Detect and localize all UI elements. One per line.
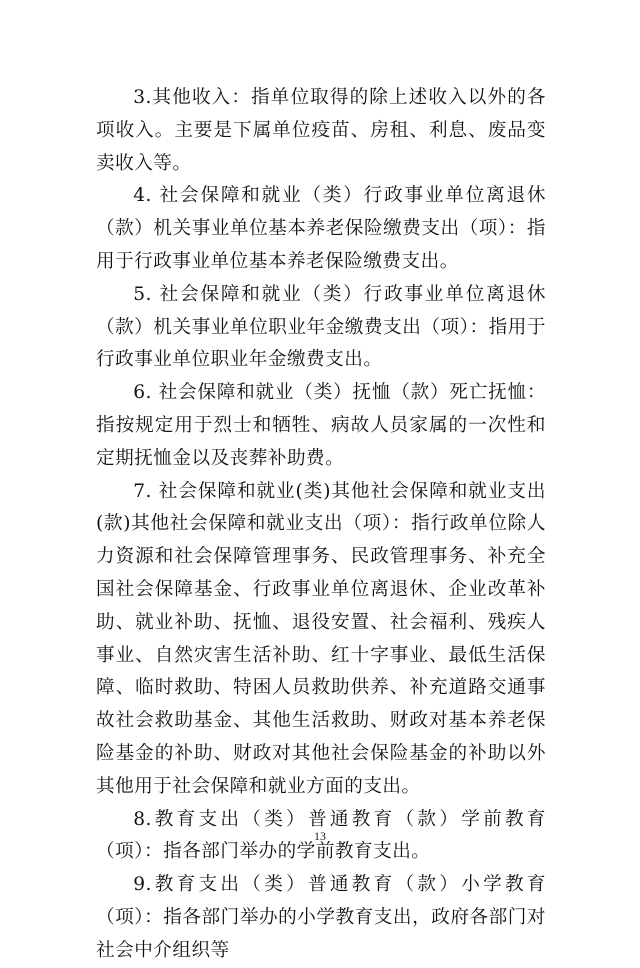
paragraph-8-preschool-education: 8.教育支出（类）普通教育（款）学前教育（项）：指各部门举办的学前教育支出。 — [96, 808, 546, 863]
paragraph-9-primary-education: 9.教育支出（类）普通教育（款）小学教育（项）：指各部门举办的小学教育支出，政府各部门对社会中介组织等 — [96, 874, 546, 961]
paragraph-6-death-pension: 6. 社会保障和就业（类）抚恤（款）死亡抚恤：指按规定用于烈士和牺牲、病故人员家属的一次性和定期抚恤金以及丧葬补助费。 — [96, 382, 546, 469]
paragraph-3-other-income: 3.其他收入：指单位取得的除上述收入以外的各项收入。主要是下属单位疫苗、房租、利息、废品变卖收入等。 — [96, 87, 546, 174]
paragraph-4-basic-pension: 4. 社会保障和就业（类）行政事业单位离退休（款）机关事业单位基本养老保险缴费支出（项）：指用于行政事业单位基本养老保险缴费支出。 — [96, 185, 546, 272]
paragraph-5-occupational-annuity: 5. 社会保障和就业（类）行政事业单位离退休（款）机关事业单位职业年金缴费支出（项）：指用于行政事业单位职业年金缴费支出。 — [96, 283, 546, 371]
page-number: 13 — [314, 829, 326, 843]
paragraph-7-other-social-security: 7. 社会保障和就业(类)其他社会保障和就业支出(款)其他社会保障和就业支出（项）：指行政单位除人力资源和社会保障管理事务、民政管理事务、补充全国社会保障基金、行政事业单位离退休、企业改革补助、就业补助、抚恤、退役安置、社会福利、残疾人事业、自然灾害生活补助、红十字事业、最低生活保障、临时救助、特困人员救助供养、补充道路交通事故社会救助基金、其他生活救助、财政对基本养老保险基金的补助、财政对其他社会保险基金的补助以外其他用于社会保障和就业方面的支出。 — [96, 480, 546, 797]
